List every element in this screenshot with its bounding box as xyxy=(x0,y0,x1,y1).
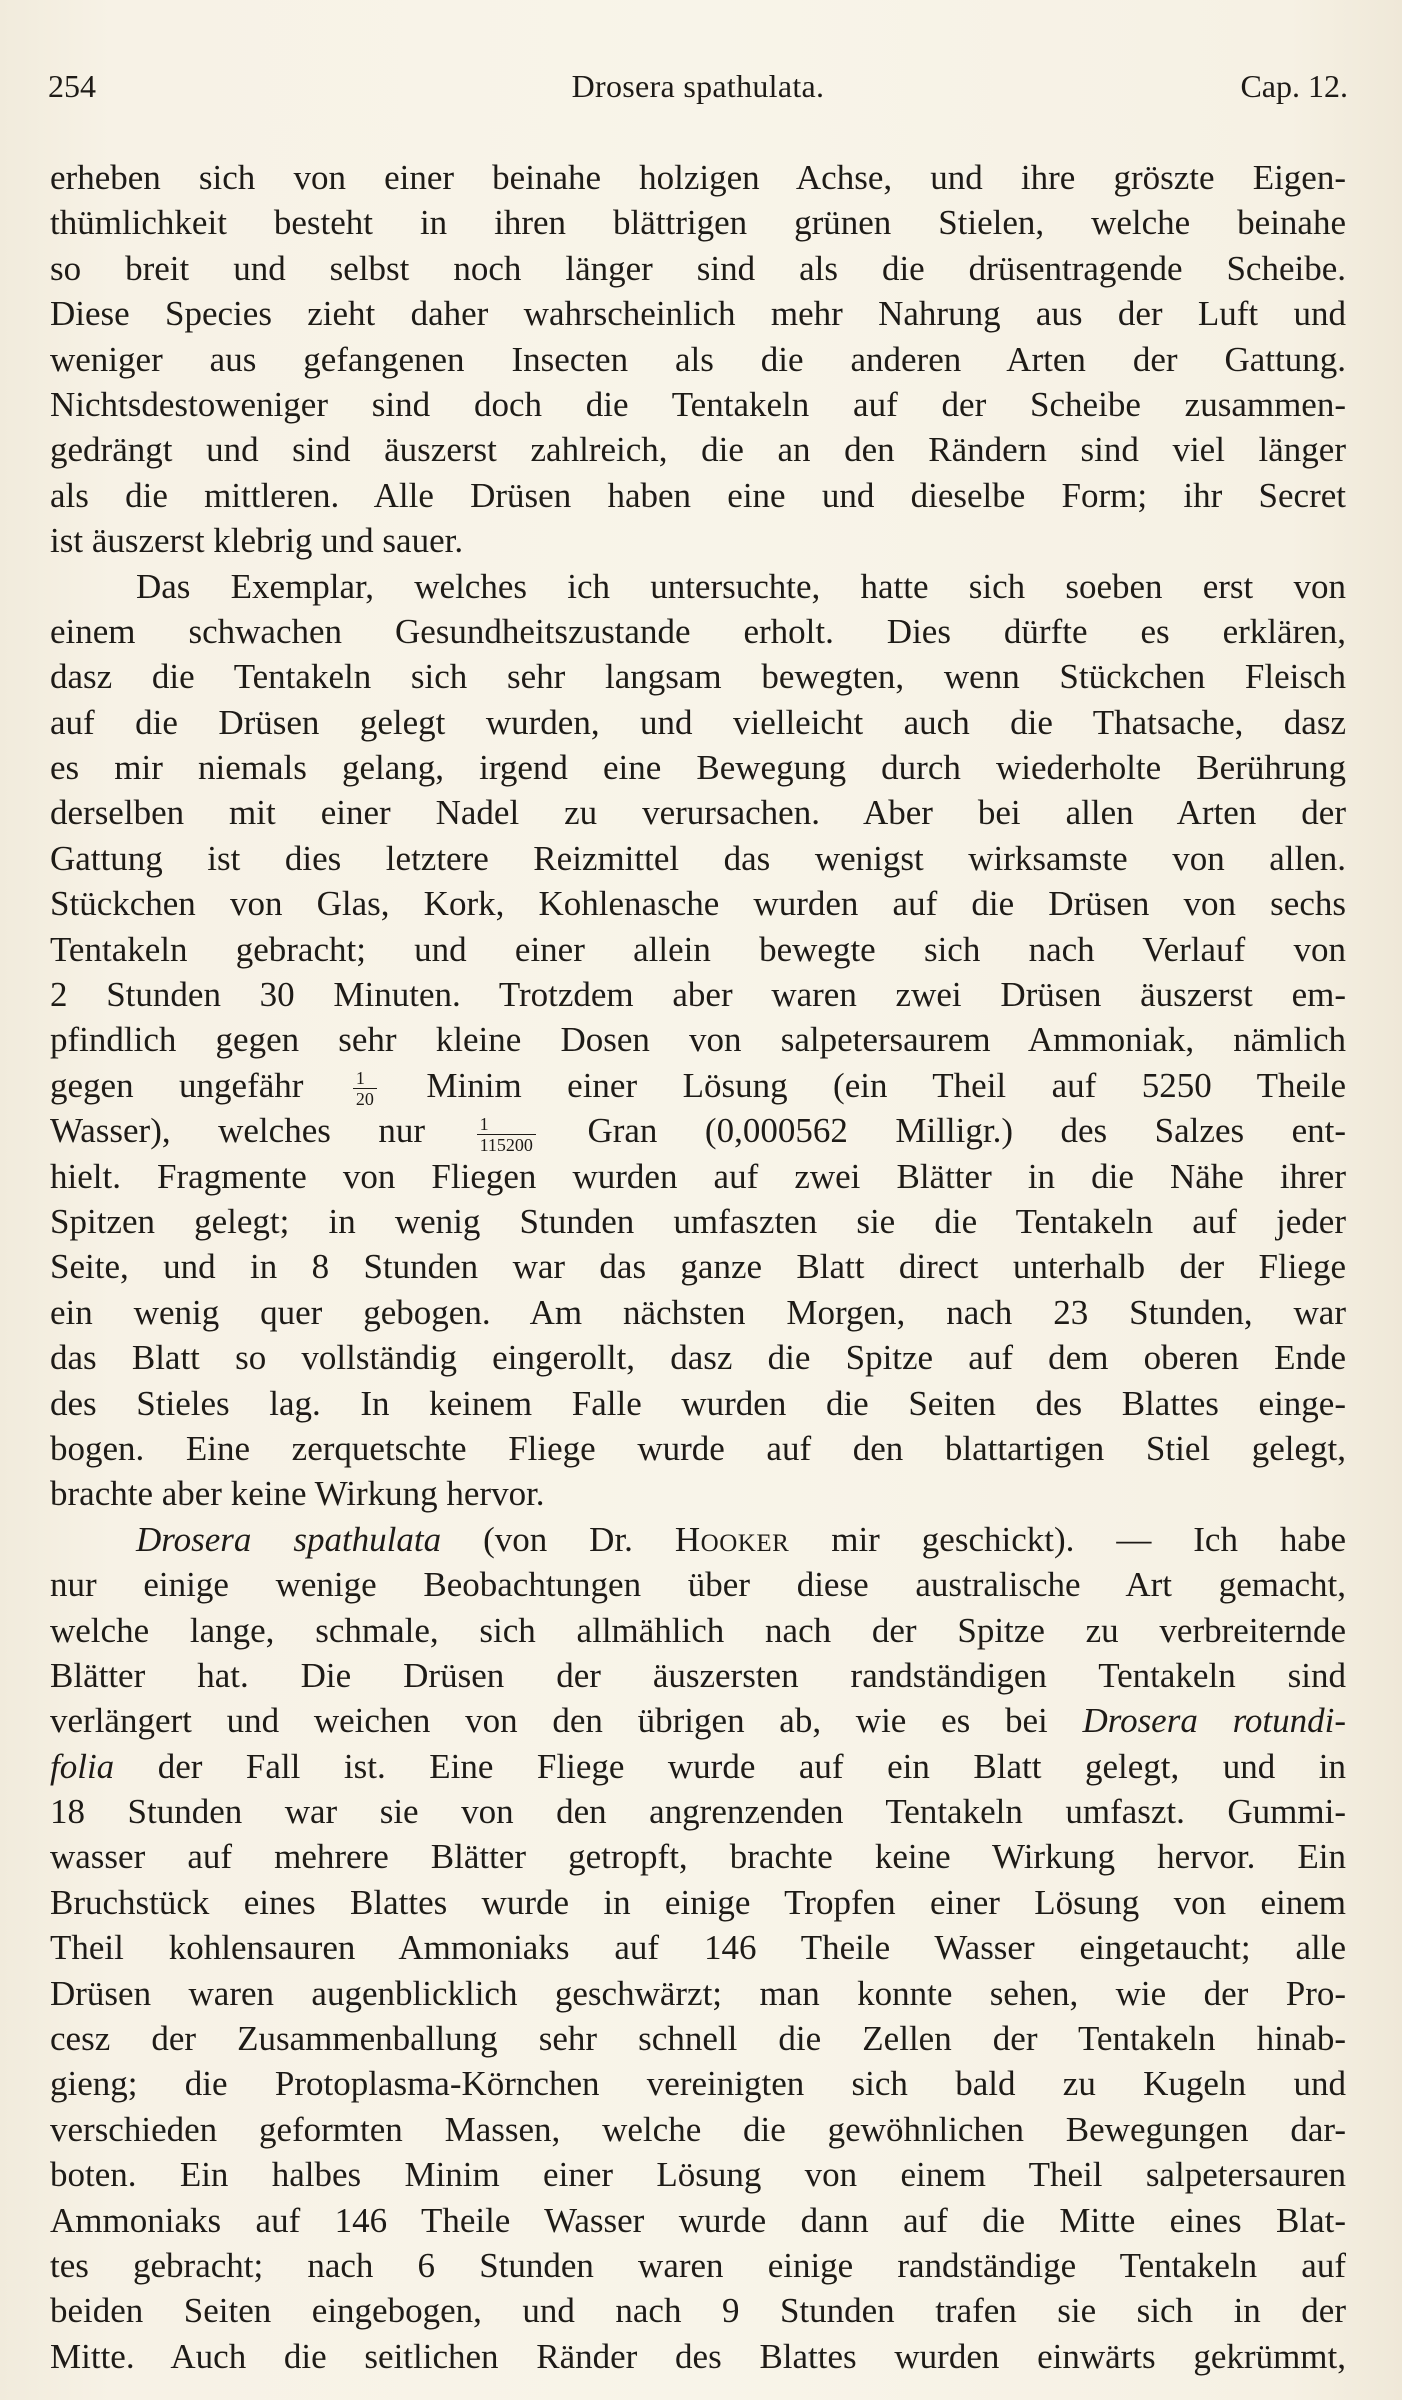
species-name: Drosera rotundi- xyxy=(1082,1701,1346,1741)
text-span: Wasser), welches nur xyxy=(50,1111,426,1151)
text-line: bogen. Eine zerquetschte Fliege wurde auf den blattartigen Stiel gelegt, xyxy=(50,1428,1346,1468)
fraction-denominator: 20 xyxy=(355,1089,374,1109)
fraction-numerator: 1 xyxy=(477,1115,536,1135)
text-line: Das Exemplar, welches ich untersuchte, hatte sich soeben erst von xyxy=(136,566,1346,606)
text-line: ist äuszerst klebrig und sauer. xyxy=(50,521,464,561)
text-line: gieng; die Protoplasma-Körnchen vereinigten sich bald zu Kugeln und xyxy=(50,2064,1346,2104)
fraction-denominator: 115200 xyxy=(479,1134,533,1154)
text-line: Mitte. Auch die seitlichen Ränder des Blattes wurden einwärts gekrümmt, xyxy=(50,2336,1346,2376)
text-line: Bruchstück eines Blattes wurde in einige Tropfen einer Lösung von einem xyxy=(50,1882,1346,1922)
text-span: verlängert und weichen von den übrigen ab, wie es bei xyxy=(50,1701,1048,1741)
text-line: Stückchen von Glas, Kork, Kohlenasche wurden auf die Drüsen von sechs xyxy=(50,884,1346,924)
text-line: des Stieles lag. In keinem Falle wurden die Seiten des Blattes einge- xyxy=(50,1383,1346,1423)
text-span: (von Dr. xyxy=(483,1519,633,1559)
text-line: welche lange, schmale, sich allmählich nach der Spitze zu verbreiternde xyxy=(50,1610,1346,1650)
running-title: Drosera spathulata. xyxy=(571,68,825,104)
text-line: 2 Stunden 30 Minuten. Trotzdem aber waren zwei Drüsen äuszerst em- xyxy=(50,975,1346,1015)
text-line: dasz die Tentakeln sich sehr langsam bewegten, wenn Stückchen Fleisch xyxy=(50,657,1346,697)
text-line: weniger aus gefangenen Insecten als die anderen Arten der Gattung. xyxy=(50,339,1346,379)
fraction xyxy=(353,1069,377,1108)
text-line: erheben sich von einer beinahe holzigen Achse, und ihre gröszte Eigen- xyxy=(50,158,1346,197)
text-line: Blätter hat. Die Drüsen der äuszersten randständigen Tentakeln sind xyxy=(50,1655,1346,1695)
text-span: Minim einer Lösung (ein Theil auf 5250 Theile xyxy=(426,1065,1346,1105)
page-number: 254 xyxy=(48,68,96,104)
fraction-numerator: 1 xyxy=(353,1069,377,1089)
text-span: mir geschickt). — Ich habe xyxy=(831,1519,1346,1559)
chapter-label: Cap. 12. xyxy=(1240,68,1348,104)
text-line: Ammoniaks auf 146 Theile Wasser wurde dann auf die Mitte eines Blat- xyxy=(50,2200,1346,2240)
text-line xyxy=(50,1108,1346,1153)
text-line: Gattung ist dies letztere Reizmittel das wenigst wirksamste von allen. xyxy=(50,838,1346,878)
page-header xyxy=(48,68,1348,116)
text-line: ein wenig quer gebogen. Am nächsten Morgen, nach 23 Stunden, war xyxy=(50,1292,1346,1332)
text-line: derselben mit einer Nadel zu verursachen. Aber bei allen Arten der xyxy=(50,793,1346,833)
text-line: als die mittleren. Alle Drüsen haben eine und dieselbe Form; ihr Secret xyxy=(50,475,1346,515)
text-line: pfindlich gegen sehr kleine Dosen von salpetersaurem Ammoniak, nämlich xyxy=(50,1020,1346,1060)
text-line: wasser auf mehrere Blätter getropft, brachte keine Wirkung hervor. Ein xyxy=(50,1837,1346,1877)
text-line: nur einige wenige Beobachtungen über diese australische Art gemacht, xyxy=(50,1565,1346,1605)
text-line: es mir niemals gelang, irgend eine Bewegung durch wiederholte Berührung xyxy=(50,748,1346,788)
text-line: verschieden geformten Massen, welche die gewöhnlichen Bewegungen dar- xyxy=(50,2109,1346,2149)
text-line: brachte aber keine Wirkung hervor. xyxy=(50,1474,545,1514)
species-name: Drosera spathulata xyxy=(136,1519,442,1559)
text-line xyxy=(50,1517,1346,1562)
text-line: Seite, und in 8 Stunden war das ganze Blatt direct unterhalb der Fliege xyxy=(50,1247,1346,1287)
text-line xyxy=(50,1744,1346,1789)
text-line xyxy=(50,1698,1346,1743)
body-text xyxy=(50,155,1346,2379)
text-line: das Blatt so vollständig eingerollt, dasz die Spitze auf dem oberen Ende xyxy=(50,1338,1346,1378)
text-line xyxy=(50,1063,1346,1108)
text-line: Nichtsdestoweniger sind doch die Tentakeln auf der Scheibe zusammen- xyxy=(50,384,1346,424)
text-line: so breit und selbst noch länger sind als die drüsentragende Scheibe. xyxy=(50,248,1346,288)
species-name: folia xyxy=(50,1746,115,1786)
text-line: einem schwachen Gesundheitszustande erholt. Dies dürfte es erklären, xyxy=(50,611,1346,651)
text-line: hielt. Fragmente von Fliegen wurden auf zwei Blätter in die Nähe ihrer xyxy=(50,1156,1346,1196)
text-line: tes gebracht; nach 6 Stunden waren einige randständige Tentakeln auf xyxy=(50,2245,1346,2285)
text-line: Tentakeln gebracht; und einer allein bewegte sich nach Verlauf von xyxy=(50,929,1346,969)
text-line: cesz der Zusammenballung sehr schnell die Zellen der Tentakeln hinab- xyxy=(50,2019,1346,2059)
fraction xyxy=(477,1115,536,1154)
text-line: gedrängt und sind äuszerst zahlreich, die an den Rändern sind viel länger xyxy=(50,430,1346,470)
text-line: auf die Drüsen gelegt wurden, und vielleicht auch die Thatsache, dasz xyxy=(50,702,1346,742)
text-line: Drüsen waren augenblicklich geschwärzt; man konnte sehen, wie der Pro- xyxy=(50,1973,1346,2013)
text-span: gegen ungefähr xyxy=(50,1065,304,1105)
text-span: der Fall ist. Eine Fliege wurde auf ein Blatt gelegt, und in xyxy=(157,1746,1346,1786)
text-line: boten. Ein halbes Minim einer Lösung von einem Theil salpetersauren xyxy=(50,2155,1346,2195)
text-line: Spitzen gelegt; in wenig Stunden umfaszten sie die Tentakeln auf jeder xyxy=(50,1201,1346,1241)
text-line: beiden Seiten eingebogen, und nach 9 Stunden trafen sie sich in der xyxy=(50,2291,1346,2331)
text-line: 18 Stunden war sie von den angrenzenden Tentakeln umfaszt. Gummi- xyxy=(50,1792,1346,1832)
author-name: Hooker xyxy=(674,1519,790,1559)
text-line: Diese Species zieht daher wahrscheinlich mehr Nahrung aus der Luft und xyxy=(50,294,1346,334)
text-line: thümlichkeit besteht in ihren blättrigen grünen Stielen, welche beinahe xyxy=(50,203,1346,243)
text-span: Gran (0,000562 Milligr.) des Salzes ent- xyxy=(587,1111,1346,1151)
text-line: Theil kohlensauren Ammoniaks auf 146 Theile Wasser eingetaucht; alle xyxy=(50,1928,1346,1968)
